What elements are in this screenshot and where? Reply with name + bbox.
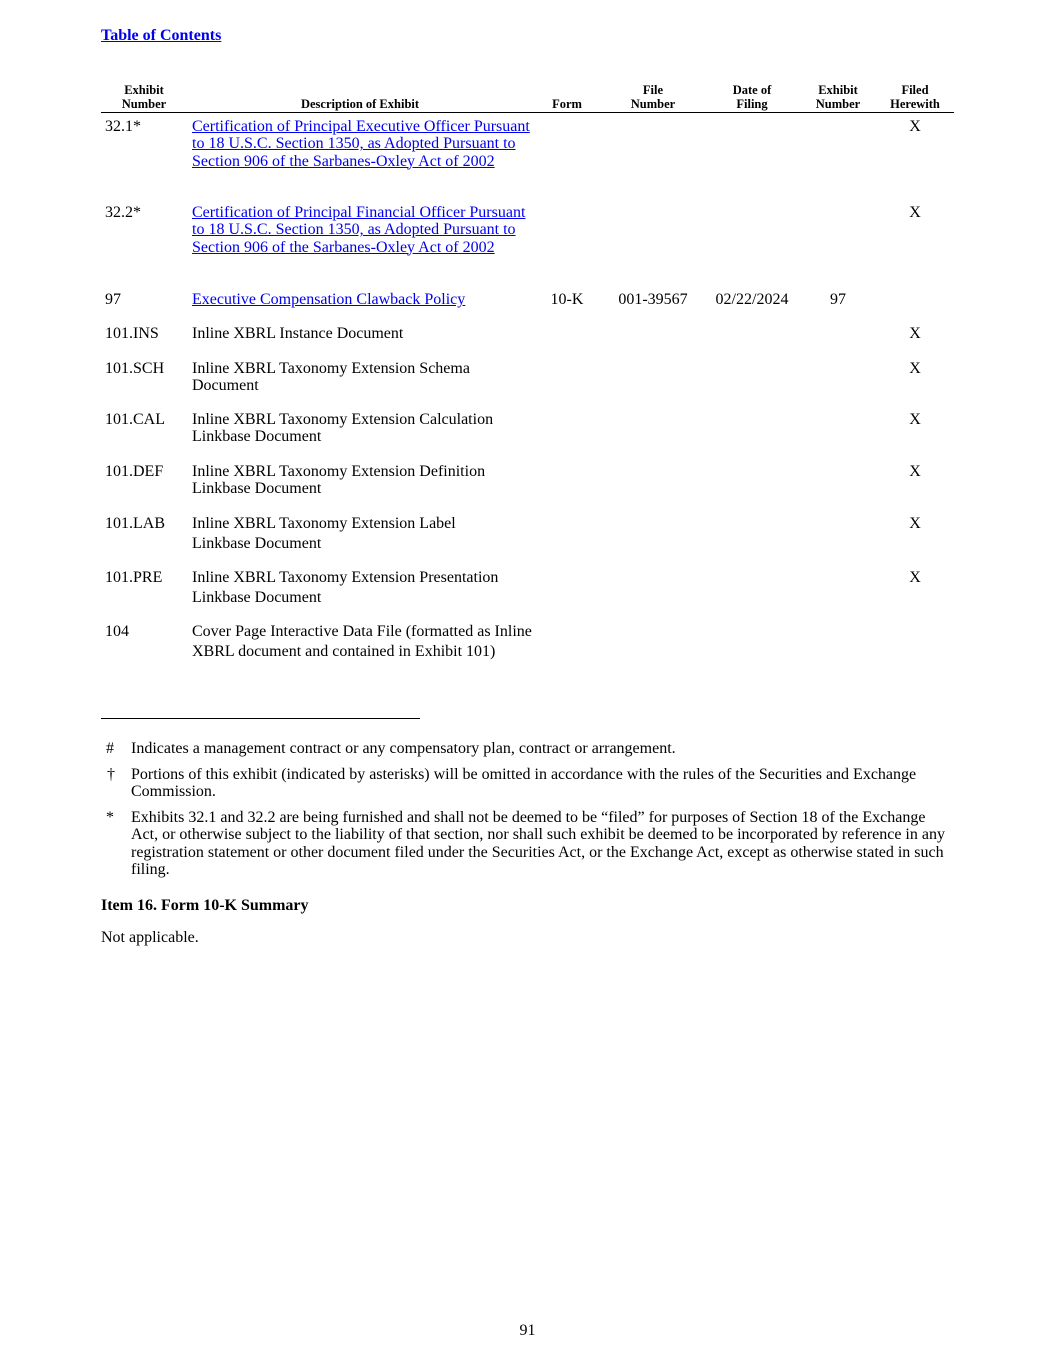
exhibit-description: Cover Page Interactive Data File (formatted as Inline XBRL document and contained in Exhibit 101) xyxy=(192,623,532,660)
filed-herewith-mark: X xyxy=(909,360,921,377)
filed-herewith-mark: X xyxy=(909,204,921,221)
footnote-symbol: † xyxy=(107,766,115,783)
filed-herewith-mark: X xyxy=(909,411,921,428)
exhibit-number-cell: 32.1* xyxy=(105,118,141,135)
header-form: Form xyxy=(552,97,582,111)
exhibit-number-cell: 101.LAB xyxy=(105,515,165,532)
exhibit-description-link[interactable]: Certification of Principal Executive Officer Pursuant to 18 U.S.C. Section 1350, as Adopted Pursuant to Section 906 of the Sarbanes-Oxley Act of 2002 xyxy=(192,118,530,170)
header-file-number: File Number xyxy=(630,83,676,111)
footnote-symbol: * xyxy=(106,809,114,826)
header-description: Description of Exhibit xyxy=(300,97,420,111)
footnote-symbol: # xyxy=(106,740,114,757)
page-number: 91 xyxy=(519,1322,536,1339)
item-16-title: Item 16. Form 10-K Summary xyxy=(101,897,309,914)
filed-herewith-mark: X xyxy=(909,463,921,480)
exhibit-number-cell: 32.2* xyxy=(105,204,141,221)
file-number-cell: 001-39567 xyxy=(618,291,688,308)
filed-herewith-mark: X xyxy=(909,325,921,342)
exhibit-number-cell: 101.INS xyxy=(105,325,159,342)
exhibit-number-cell: 101.PRE xyxy=(105,569,163,586)
exhibit-number-cell: 97 xyxy=(105,291,121,308)
exhibit-description: Inline XBRL Taxonomy Extension Label Linkbase Document xyxy=(192,515,456,552)
header-exhibit-number: Exhibit Number xyxy=(121,83,167,111)
exhibit-description: Inline XBRL Taxonomy Extension Definition Linkbase Document xyxy=(192,463,486,498)
form-cell: 10-K xyxy=(550,291,584,308)
exhibit-number-cell: 101.CAL xyxy=(105,411,165,428)
date-of-filing-cell: 02/22/2024 xyxy=(715,291,789,308)
filed-herewith-mark: X xyxy=(909,118,921,135)
header-date-of-filing: Date of Filing xyxy=(732,83,772,111)
header-filed-herewith: Filed Herewith xyxy=(890,83,940,111)
footnote-text: Portions of this exhibit (indicated by asterisks) will be omitted in accordance with the rules of the Securities and Exchange Commission. xyxy=(131,766,917,801)
exhibit-description: Inline XBRL Taxonomy Extension Schema Document xyxy=(192,360,470,395)
filed-herewith-mark: X xyxy=(909,515,921,532)
exhibit-description: Inline XBRL Taxonomy Extension Calculation Linkbase Document xyxy=(192,411,494,446)
footnote-text: Exhibits 32.1 and 32.2 are being furnished and shall not be deemed to be “filed” for purposes of Section 18 of the Exchange Act, or otherwise subject to the liability of that section, nor shall such exhibit be deemed to be incorporated by reference in any registration statement or other document filed under the Securities Act, or the Exchange Act, except as otherwise stated in such filing. xyxy=(131,809,945,878)
item-16-text: Not applicable. xyxy=(101,929,199,946)
exhibit-description: Inline XBRL Instance Document xyxy=(192,325,404,342)
exhibit-number-cell: 101.SCH xyxy=(105,360,165,377)
exhibit-description: Inline XBRL Taxonomy Extension Presentation Linkbase Document xyxy=(192,569,499,606)
exhibit-description-link[interactable]: Executive Compensation Clawback Policy xyxy=(192,291,466,308)
footnote-text: Indicates a management contract or any compensatory plan, contract or arrangement. xyxy=(131,740,676,757)
filed-herewith-mark: X xyxy=(909,569,921,586)
table-of-contents-link[interactable]: Table of Contents xyxy=(101,27,222,44)
exhibit-number-cell: 104 xyxy=(105,623,129,640)
exhibit-description-link[interactable]: Certification of Principal Financial Officer Pursuant to 18 U.S.C. Section 1350, as Adopted Pursuant to Section 906 of the Sarbanes-Oxley Act of 2002 xyxy=(192,204,526,256)
header-divider xyxy=(101,112,954,113)
header-exhibit-number-2: Exhibit Number xyxy=(815,83,861,111)
exhibit-ref-cell: 97 xyxy=(830,291,846,308)
exhibit-number-cell: 101.DEF xyxy=(105,463,164,480)
footnote-divider xyxy=(101,718,420,719)
